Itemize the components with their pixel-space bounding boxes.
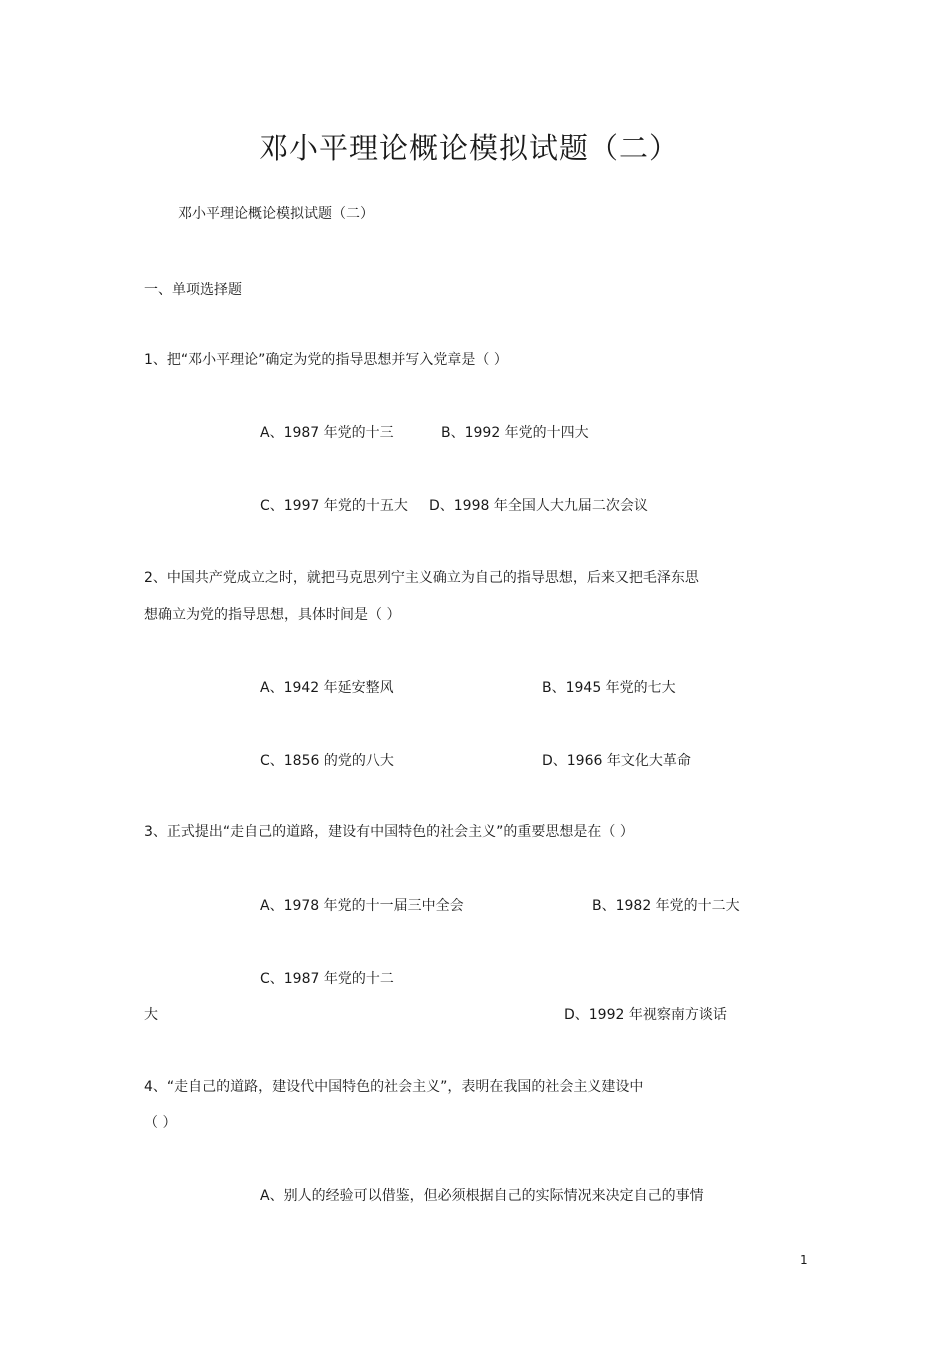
option-b: B、1945 年党的七大 bbox=[542, 680, 676, 696]
page-number: 1 bbox=[800, 1253, 808, 1267]
option-d: D、1998 年全国人大九届二次会议 bbox=[429, 498, 648, 514]
question-stem: 2、中国共产党成立之时，就把马克思列宁主义确立为自己的指导思想，后来又把毛泽东思 bbox=[144, 570, 699, 586]
option-d: D、1992 年视察南方谈话 bbox=[564, 1007, 727, 1023]
question-stem: 1、把“邓小平理论”确定为党的指导思想并写入党章是（ ） bbox=[144, 352, 508, 368]
option-c: C、1997 年党的十五大 bbox=[260, 498, 408, 514]
option-d: D、1966 年文化大革命 bbox=[542, 753, 691, 769]
option-b: B、1992 年党的十四大 bbox=[441, 425, 589, 441]
option-a: A、1987 年党的十三 bbox=[260, 425, 394, 441]
option-b: B、1982 年党的十二大 bbox=[592, 898, 740, 914]
question-stem: 3、正式提出“走自己的道路，建设有中国特色的社会主义”的重要思想是在（ ） bbox=[144, 824, 634, 840]
section-heading: 一、单项选择题 bbox=[144, 282, 242, 298]
option-c-continued: 大 bbox=[144, 1007, 158, 1023]
document-subtitle: 邓小平理论概论模拟试题（二） bbox=[178, 206, 374, 222]
option-a: A、1978 年党的十一届三中全会 bbox=[260, 898, 464, 914]
question-stem: 4、“走自己的道路，建设代中国特色的社会主义”，表明在我国的社会主义建设中 bbox=[144, 1079, 644, 1095]
option-a: A、别人的经验可以借鉴，但必须根据自己的实际情况来决定自己的事情 bbox=[260, 1188, 704, 1204]
option-a: A、1942 年延安整风 bbox=[260, 680, 394, 696]
question-stem-continued: （ ） bbox=[144, 1115, 177, 1131]
question-stem-continued: 想确立为党的指导思想，具体时间是（ ） bbox=[144, 607, 401, 623]
option-c: C、1987 年党的十二 bbox=[260, 971, 394, 987]
option-c: C、1856 的党的八大 bbox=[260, 753, 394, 769]
document-title: 邓小平理论概论模拟试题（二） bbox=[259, 131, 680, 165]
